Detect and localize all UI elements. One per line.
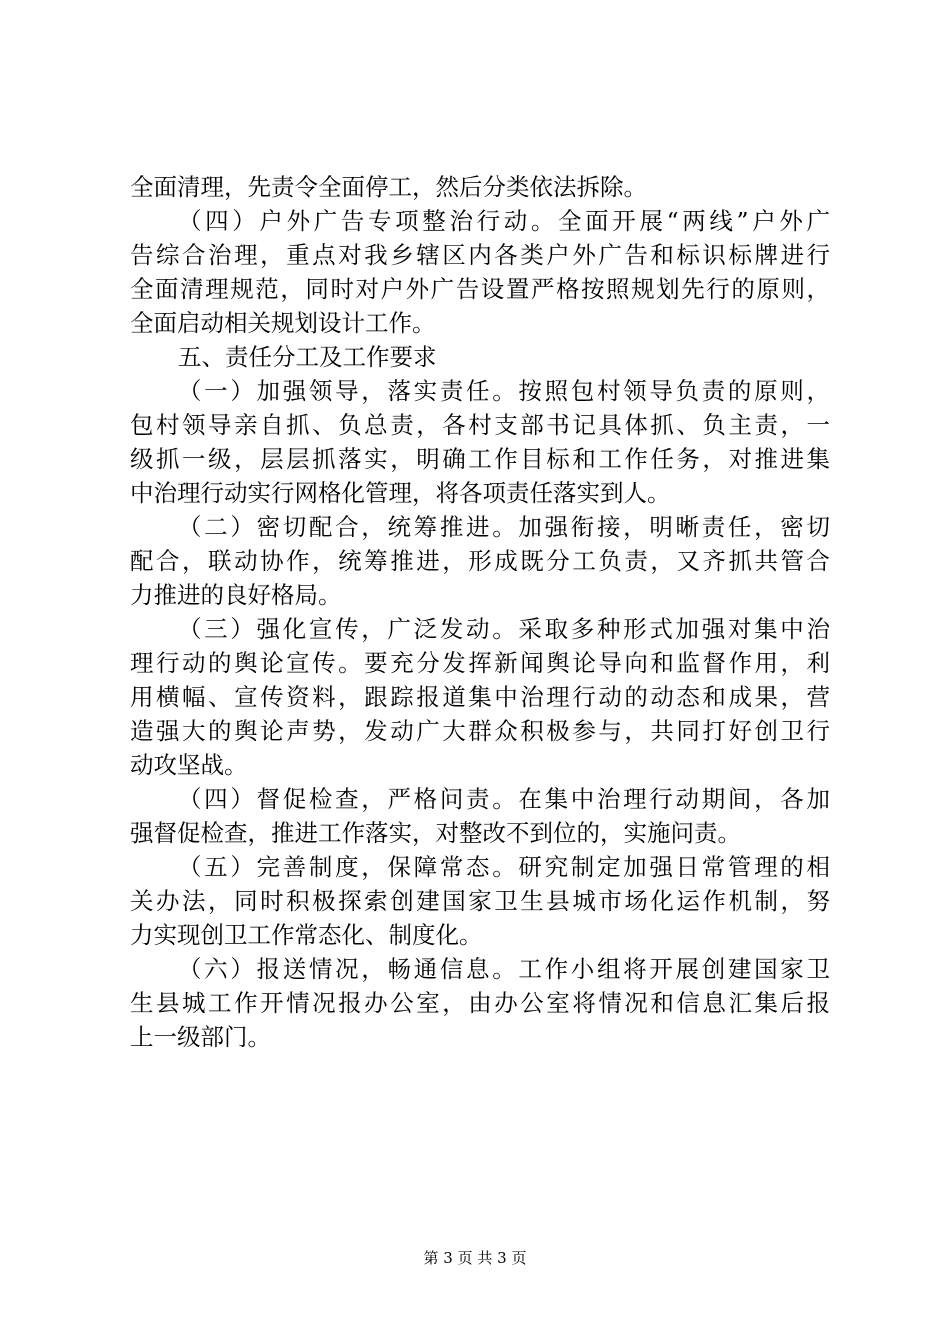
text-line: 告综合治理，重点对我乡辖区内各类户外广告和标识标牌进行 — [130, 241, 830, 269]
text-line: 造强大的舆论声势，发动广大群众积极参与，共同打好创卫行 — [130, 717, 830, 745]
text-line: 上一级部门。 — [130, 1023, 271, 1051]
text-line: 关办法，同时积极探索创建国家卫生县城市场化运作机制，努 — [130, 887, 830, 915]
text-line: 全面清理，先责令全面停工，然后分类依法拆除。 — [130, 173, 647, 201]
text-line: 包村领导亲自抓、负总责，各村支部书记具体抓、负主责，一 — [130, 411, 830, 439]
text-line: （五）完善制度，保障常态。研究制定加强日常管理的相 — [178, 853, 830, 881]
text-line: 力实现创卫工作常态化、制度化。 — [130, 921, 483, 949]
text-line: （二）密切配合，统筹推进。加强衔接，明晰责任，密切 — [178, 513, 830, 541]
text-line: （三）强化宣传，广泛发动。采取多种形式加强对集中治 — [178, 615, 830, 643]
text-line: 级抓一级，层层抓落实，明确工作目标和工作任务，对推进集 — [130, 445, 830, 473]
text-line: 力推进的良好格局。 — [130, 581, 342, 609]
text-line: 全面启动相关规划设计工作。 — [130, 309, 436, 337]
text-line: 中治理行动实行网格化管理，将各项责任落实到人。 — [130, 479, 671, 507]
text-line: 理行动的舆论宣传。要充分发挥新闻舆论导向和监督作用，利 — [130, 649, 830, 677]
text-line: 用横幅、宣传资料，跟踪报道集中治理行动的动态和成果，营 — [130, 683, 830, 711]
text-line: （四）督促检查，严格问责。在集中治理行动期间，各加 — [178, 785, 830, 813]
page-number-footer: 第 3 页 共 3 页 — [423, 1249, 527, 1267]
text-line: 全面清理规范，同时对户外广告设置严格按照规划先行的原则， — [130, 275, 830, 303]
text-line: （四）户外广告专项整治行动。全面开展“两线”户外广 — [178, 207, 830, 235]
text-line: 配合，联动协作，统筹推进，形成既分工负责，又齐抓共管合 — [130, 547, 830, 575]
text-line: （六）报送情况，畅通信息。工作小组将开展创建国家卫 — [178, 955, 830, 983]
text-line: 动攻坚战。 — [130, 751, 248, 779]
section-heading: 五、责任分工及工作要求 — [178, 343, 437, 371]
text-line: （一）加强领导，落实责任。按照包村领导负责的原则， — [178, 377, 830, 405]
document-body — [130, 170, 830, 1054]
text-line: 强督促检查，推进工作落实，对整改不到位的，实施问责。 — [130, 819, 741, 847]
text-line: 生县城工作开情况报办公室，由办公室将情况和信息汇集后报 — [130, 989, 830, 1017]
